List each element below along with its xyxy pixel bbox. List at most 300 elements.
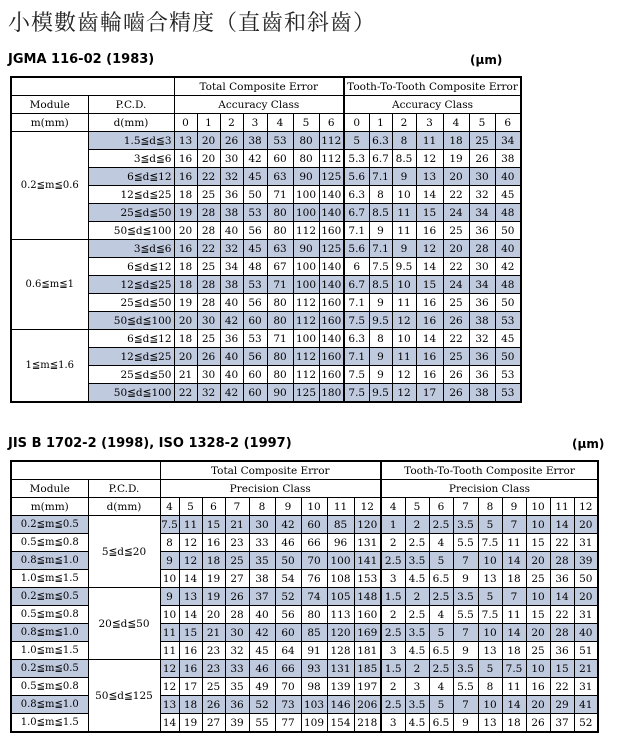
tooth-error-value: 9.5 <box>369 384 392 403</box>
tooth-error-value: 24 <box>443 276 469 294</box>
tooth-error-value: 25 <box>443 294 469 312</box>
total-error-value: 30 <box>225 624 249 642</box>
total-error-value: 23 <box>202 660 225 678</box>
tooth-error-value: 8.5 <box>369 276 392 294</box>
tooth-error-value: 2 <box>405 660 429 678</box>
total-error-value: 45 <box>243 240 267 258</box>
tooth-error-value: 13 <box>478 642 502 660</box>
total-error-value: 52 <box>249 696 275 714</box>
total-error-value: 100 <box>293 258 319 276</box>
tooth-error-value: 5 <box>429 552 453 570</box>
tooth-error-value: 1.5 <box>381 588 405 606</box>
tooth-error-value: 6.5 <box>429 570 453 588</box>
total-error-value: 131 <box>327 660 354 678</box>
total-error-value: 50 <box>243 186 267 204</box>
pcd-header: P.C.D. <box>88 96 174 114</box>
tooth-error-value: 3.5 <box>405 696 429 714</box>
tooth-error-value: 2.5 <box>429 588 453 606</box>
tooth-error-value: 10 <box>526 516 550 534</box>
tooth-error-value: 4 <box>429 534 453 552</box>
total-error-value: 85 <box>301 624 327 642</box>
total-error-value: 21 <box>174 366 197 384</box>
total-error-value: 128 <box>327 642 354 660</box>
module-range: 1.0≦m≦1.5 <box>11 570 88 588</box>
tooth-error-value: 14 <box>550 588 574 606</box>
tooth-error-value: 10 <box>478 696 502 714</box>
total-error-value: 25 <box>225 552 249 570</box>
tooth-error-value: 11 <box>502 606 526 624</box>
table-row <box>11 186 521 204</box>
module-range: 0.6≦m≦1 <box>11 240 88 330</box>
tooth-error-value: 3 <box>381 714 405 733</box>
pcd-range: 25≦d≦50 <box>88 204 174 222</box>
module-range: 0.8≦m≦1.0 <box>11 624 88 642</box>
total-error-value: 125 <box>319 240 344 258</box>
table-row <box>11 660 598 678</box>
tooth-error-value: 11 <box>392 204 416 222</box>
tooth-error-value: 2.5 <box>381 624 405 642</box>
tooth-error-value: 2 <box>381 534 405 552</box>
class-number: 12 <box>574 498 598 516</box>
total-error-value: 32 <box>225 642 249 660</box>
total-error-value: 42 <box>243 150 267 168</box>
tooth-error-value: 5.3 <box>344 150 369 168</box>
pcd-range: 25≦d≦50 <box>88 294 174 312</box>
class-header: Precision Class <box>160 480 381 498</box>
tooth-error-value: 26 <box>526 714 550 733</box>
tooth-error-value: 36 <box>550 570 574 588</box>
tooth-error-value: 50 <box>495 294 521 312</box>
total-error-value: 140 <box>319 204 344 222</box>
total-error-value: 27 <box>202 714 225 733</box>
tooth-error-value: 50 <box>495 348 521 366</box>
total-error-value: 19 <box>202 570 225 588</box>
tooth-error-value: 11 <box>392 348 416 366</box>
tooth-error-value: 11 <box>392 222 416 240</box>
tooth-error-value: 37 <box>550 714 574 733</box>
tooth-error-value: 15 <box>550 660 574 678</box>
table-row <box>11 168 521 186</box>
module-range: 1.0≦m≦1.5 <box>11 642 88 660</box>
total-error-value: 56 <box>243 294 267 312</box>
total-error-value: 140 <box>319 186 344 204</box>
table-row <box>11 366 521 384</box>
total-error-value: 35 <box>249 552 275 570</box>
total-error-value: 23 <box>225 534 249 552</box>
total-error-value: 32 <box>220 240 243 258</box>
class-number: 4 <box>381 498 405 516</box>
total-error-value: 80 <box>267 348 293 366</box>
tooth-error-value: 36 <box>469 348 495 366</box>
tooth-error-value: 1 <box>381 516 405 534</box>
module-header: Module <box>11 480 88 498</box>
total-error-value: 38 <box>220 204 243 222</box>
tooth-error-value: 7.1 <box>369 240 392 258</box>
total-error-value: 131 <box>354 534 381 552</box>
tooth-error-value: 14 <box>502 624 526 642</box>
total-error-value: 28 <box>225 606 249 624</box>
total-error-value: 60 <box>243 312 267 330</box>
total-error-value: 60 <box>243 384 267 403</box>
total-error-value: 48 <box>243 258 267 276</box>
module-range: 1≦m≦1.6 <box>11 330 88 403</box>
class-number: 5 <box>405 498 429 516</box>
tooth-error-value: 7.1 <box>344 348 369 366</box>
class-number: 8 <box>478 498 502 516</box>
tooth-error-value: 11 <box>392 294 416 312</box>
tooth-error-value: 20 <box>526 552 550 570</box>
total-error-value: 80 <box>301 606 327 624</box>
tooth-error-value: 25 <box>526 570 550 588</box>
tooth-error-value: 2 <box>405 588 429 606</box>
corner-cell <box>11 77 174 96</box>
total-error-value: 26 <box>197 348 220 366</box>
total-error-value: 103 <box>301 696 327 714</box>
class-number: 1 <box>369 114 392 132</box>
total-error-value: 26 <box>220 132 243 150</box>
total-error-value: 26 <box>202 696 225 714</box>
tooth-error-value: 1.5 <box>381 660 405 678</box>
tooth-error-value: 26 <box>443 384 469 403</box>
tooth-error-value: 22 <box>550 606 574 624</box>
tooth-error-value: 5 <box>344 132 369 150</box>
tooth-error-value: 4.5 <box>405 714 429 733</box>
tooth-error-value: 9.5 <box>369 312 392 330</box>
total-error-value: 45 <box>249 642 275 660</box>
total-error-value: 80 <box>267 204 293 222</box>
class-number: 0 <box>344 114 369 132</box>
total-error-value: 15 <box>179 624 202 642</box>
total-error-value: 38 <box>220 276 243 294</box>
tooth-error-value: 18 <box>443 132 469 150</box>
tooth-error-value: 2.5 <box>381 552 405 570</box>
tooth-error-value: 38 <box>469 312 495 330</box>
module-range: 0.2≦m≦0.5 <box>11 660 88 678</box>
total-error-value: 80 <box>267 312 293 330</box>
class-number: 10 <box>301 498 327 516</box>
tooth-error-value: 26 <box>469 150 495 168</box>
class-number: 5 <box>179 498 202 516</box>
total-error-value: 28 <box>197 294 220 312</box>
tooth-error-value: 9 <box>392 168 416 186</box>
total-error-value: 53 <box>243 276 267 294</box>
tooth-error-value: 9 <box>369 366 392 384</box>
total-error-value: 112 <box>293 222 319 240</box>
tooth-error-value: 10 <box>478 624 502 642</box>
total-error-value: 20 <box>202 606 225 624</box>
tooth-error-value: 15 <box>526 534 550 552</box>
tooth-error-value: 7 <box>453 624 478 642</box>
total-error-value: 160 <box>319 294 344 312</box>
tooth-error-value: 2.5 <box>405 606 429 624</box>
tooth-error-value: 20 <box>443 240 469 258</box>
tooth-error-value: 14 <box>502 552 526 570</box>
total-error-value: 40 <box>249 606 275 624</box>
total-error-value: 16 <box>174 240 197 258</box>
table-row <box>11 258 521 276</box>
tooth-error-value: 30 <box>469 168 495 186</box>
total-error-value: 21 <box>202 624 225 642</box>
tooth-error-value: 50 <box>495 222 521 240</box>
total-error-value: 18 <box>174 186 197 204</box>
pcd-range: 50≦d≦100 <box>88 384 174 403</box>
total-error-value: 9 <box>160 588 179 606</box>
total-error-value: 18 <box>202 552 225 570</box>
tooth-error-value: 40 <box>574 624 598 642</box>
total-error-value: 66 <box>275 660 301 678</box>
module-header: Module <box>11 96 88 114</box>
tooth-error-value: 14 <box>416 258 443 276</box>
total-error-value: 100 <box>327 552 354 570</box>
total-error-value: 19 <box>174 294 197 312</box>
tooth-error-value: 22 <box>550 534 574 552</box>
tooth-error-value: 8 <box>369 186 392 204</box>
tooth-error-value: 30 <box>469 258 495 276</box>
tooth-error-value: 45 <box>495 186 521 204</box>
tooth-error-value: 28 <box>550 552 574 570</box>
total-error-value: 70 <box>301 552 327 570</box>
tooth-error-value: 5 <box>478 588 502 606</box>
tooth-error-value: 8 <box>392 132 416 150</box>
total-error-value: 112 <box>293 294 319 312</box>
table-row <box>11 204 521 222</box>
class-number: 10 <box>526 498 550 516</box>
tooth-error-value: 7.1 <box>344 222 369 240</box>
pcd-range: 6≦d≦12 <box>88 330 174 348</box>
total-error-value: 36 <box>220 186 243 204</box>
total-error-value: 17 <box>179 678 202 696</box>
total-error-value: 52 <box>275 588 301 606</box>
total-error-value: 15 <box>202 516 225 534</box>
tooth-error-value: 20 <box>574 516 598 534</box>
total-error-value: 30 <box>197 312 220 330</box>
class-header: Accuracy Class <box>344 96 521 114</box>
pcd-header: P.C.D. <box>88 480 160 498</box>
class-number: 6 <box>429 498 453 516</box>
pcd-range: 50≦d≦125 <box>88 660 160 733</box>
tooth-error-value: 5 <box>429 696 453 714</box>
total-error-value: 93 <box>301 660 327 678</box>
total-error-value: 112 <box>319 132 344 150</box>
total-error-value: 125 <box>293 384 319 403</box>
tooth-error-value: 21 <box>574 660 598 678</box>
tooth-error-value: 39 <box>574 552 598 570</box>
total-error-value: 98 <box>301 678 327 696</box>
total-error-value: 140 <box>319 276 344 294</box>
tooth-error-value: 7 <box>502 516 526 534</box>
tooth-error-value: 16 <box>416 294 443 312</box>
tooth-error-value: 2.5 <box>429 516 453 534</box>
total-error-value: 64 <box>275 642 301 660</box>
total-error-value: 16 <box>174 150 197 168</box>
tooth-error-value: 6.7 <box>369 150 392 168</box>
total-error-value: 40 <box>220 222 243 240</box>
total-error-value: 154 <box>327 714 354 733</box>
jis-precision-table <box>10 460 599 733</box>
table-row <box>11 330 521 348</box>
module-range: 0.8≦m≦1.0 <box>11 696 88 714</box>
total-error-value: 108 <box>327 570 354 588</box>
total-error-value: 18 <box>179 696 202 714</box>
tooth-error-header: Tooth-To-Tooth Composite Error <box>344 77 521 96</box>
class-number: 6 <box>319 114 344 132</box>
total-error-value: 71 <box>267 276 293 294</box>
total-error-value: 125 <box>319 168 344 186</box>
tooth-error-value: 12 <box>416 150 443 168</box>
tooth-error-value: 10 <box>392 276 416 294</box>
tooth-error-value: 26 <box>443 312 469 330</box>
pcd-range: 3≦d≦6 <box>88 240 174 258</box>
tooth-error-value: 15 <box>416 204 443 222</box>
tooth-error-value: 10 <box>392 186 416 204</box>
pcd-range: 3≦d≦6 <box>88 150 174 168</box>
table-row <box>11 222 521 240</box>
total-error-value: 180 <box>319 384 344 403</box>
tooth-error-value: 10 <box>392 330 416 348</box>
total-error-value: 36 <box>225 696 249 714</box>
tooth-error-value: 3.5 <box>453 516 478 534</box>
total-error-value: 160 <box>319 366 344 384</box>
total-error-value: 28 <box>197 222 220 240</box>
table-row <box>11 348 521 366</box>
total-error-value: 19 <box>179 714 202 733</box>
total-error-value: 22 <box>197 168 220 186</box>
tooth-error-value: 18 <box>502 642 526 660</box>
tooth-error-value: 9 <box>369 294 392 312</box>
total-error-value: 18 <box>174 258 197 276</box>
total-error-value: 181 <box>354 642 381 660</box>
total-error-value: 11 <box>160 642 179 660</box>
tooth-error-value: 5.5 <box>453 606 478 624</box>
tooth-error-value: 6.5 <box>429 642 453 660</box>
table-row <box>11 150 521 168</box>
tooth-error-value: 2 <box>381 678 405 696</box>
unit-label-1: (μm) <box>470 53 503 67</box>
tooth-error-value: 40 <box>495 240 521 258</box>
tooth-error-value: 50 <box>574 570 598 588</box>
total-error-value: 53 <box>243 330 267 348</box>
tooth-error-header: Tooth-To-Tooth Composite Error <box>381 461 598 480</box>
tooth-error-value: 29 <box>550 696 574 714</box>
total-error-value: 80 <box>267 222 293 240</box>
total-error-value: 100 <box>293 186 319 204</box>
tooth-error-value: 6.5 <box>429 714 453 733</box>
pcd-range: 12≦d≦25 <box>88 276 174 294</box>
total-error-value: 25 <box>202 678 225 696</box>
total-error-value: 20 <box>197 132 220 150</box>
total-error-value: 10 <box>160 606 179 624</box>
total-error-value: 26 <box>225 588 249 606</box>
tooth-error-value: 16 <box>416 348 443 366</box>
total-error-value: 153 <box>354 570 381 588</box>
total-error-value: 71 <box>267 330 293 348</box>
tooth-error-value: 10 <box>526 588 550 606</box>
tooth-error-value: 7.1 <box>344 294 369 312</box>
total-error-value: 185 <box>354 660 381 678</box>
total-error-value: 60 <box>267 150 293 168</box>
total-error-value: 63 <box>267 168 293 186</box>
total-error-value: 74 <box>301 588 327 606</box>
total-error-value: 100 <box>293 330 319 348</box>
tooth-error-value: 2.5 <box>405 534 429 552</box>
module-range: 0.5≦m≦0.8 <box>11 534 88 552</box>
total-error-value: 90 <box>293 240 319 258</box>
tooth-error-value: 10 <box>478 552 502 570</box>
total-error-value: 32 <box>220 168 243 186</box>
class-number: 9 <box>502 498 526 516</box>
tooth-error-value: 9 <box>369 222 392 240</box>
total-error-value: 63 <box>267 240 293 258</box>
total-error-value: 22 <box>197 240 220 258</box>
class-number: 9 <box>275 498 301 516</box>
page-title: 小模數齒輪嚙合精度（直齒和斜齒） <box>8 11 377 36</box>
tooth-error-value: 24 <box>443 204 469 222</box>
tooth-error-value: 36 <box>469 294 495 312</box>
total-error-header: Total Composite Error <box>160 461 381 480</box>
total-error-value: 18 <box>174 330 197 348</box>
module-range: 0.2≦m≦0.6 <box>11 132 88 240</box>
tooth-error-value: 12 <box>392 384 416 403</box>
total-error-value: 100 <box>293 276 319 294</box>
class-number: 4 <box>443 114 469 132</box>
class-number: 11 <box>550 498 574 516</box>
tooth-error-value: 7.5 <box>344 366 369 384</box>
total-error-value: 13 <box>174 132 197 150</box>
class-header: Accuracy Class <box>174 96 344 114</box>
tooth-error-value: 7.5 <box>344 384 369 403</box>
total-error-value: 11 <box>179 516 202 534</box>
tooth-error-value: 53 <box>495 384 521 403</box>
tooth-error-value: 52 <box>574 714 598 733</box>
module-range: 0.2≦m≦0.5 <box>11 516 88 534</box>
tooth-error-value: 3.5 <box>453 588 478 606</box>
tooth-error-value: 53 <box>495 366 521 384</box>
tooth-error-value: 25 <box>443 222 469 240</box>
tooth-error-value: 16 <box>526 678 550 696</box>
tooth-error-value: 36 <box>550 642 574 660</box>
total-error-value: 90 <box>267 384 293 403</box>
total-error-value: 34 <box>220 258 243 276</box>
pcd-range: 20≦d≦50 <box>88 588 160 660</box>
total-error-value: 13 <box>179 588 202 606</box>
class-number: 4 <box>267 114 293 132</box>
total-error-value: 16 <box>179 660 202 678</box>
tooth-error-value: 48 <box>495 276 521 294</box>
total-error-value: 30 <box>197 366 220 384</box>
tooth-error-value: 11 <box>502 534 526 552</box>
tooth-error-value: 12 <box>416 240 443 258</box>
tooth-error-value: 20 <box>526 696 550 714</box>
table-row <box>11 96 521 114</box>
total-error-value: 60 <box>275 624 301 642</box>
table-row <box>11 240 521 258</box>
tooth-error-value: 7.5 <box>369 258 392 276</box>
tooth-error-value: 6 <box>344 258 369 276</box>
total-error-value: 56 <box>243 348 267 366</box>
tooth-error-value: 22 <box>443 330 469 348</box>
tooth-error-value: 25 <box>526 642 550 660</box>
total-error-value: 146 <box>327 696 354 714</box>
tooth-error-value: 4.5 <box>405 570 429 588</box>
class-number: 7 <box>453 498 478 516</box>
tooth-error-value: 9 <box>453 570 478 588</box>
tooth-error-value: 5.5 <box>453 534 478 552</box>
total-error-value: 35 <box>225 678 249 696</box>
total-error-value: 56 <box>243 222 267 240</box>
pcd-range: 25≦d≦50 <box>88 366 174 384</box>
tooth-error-value: 4 <box>429 678 453 696</box>
tooth-error-value: 6.3 <box>344 330 369 348</box>
